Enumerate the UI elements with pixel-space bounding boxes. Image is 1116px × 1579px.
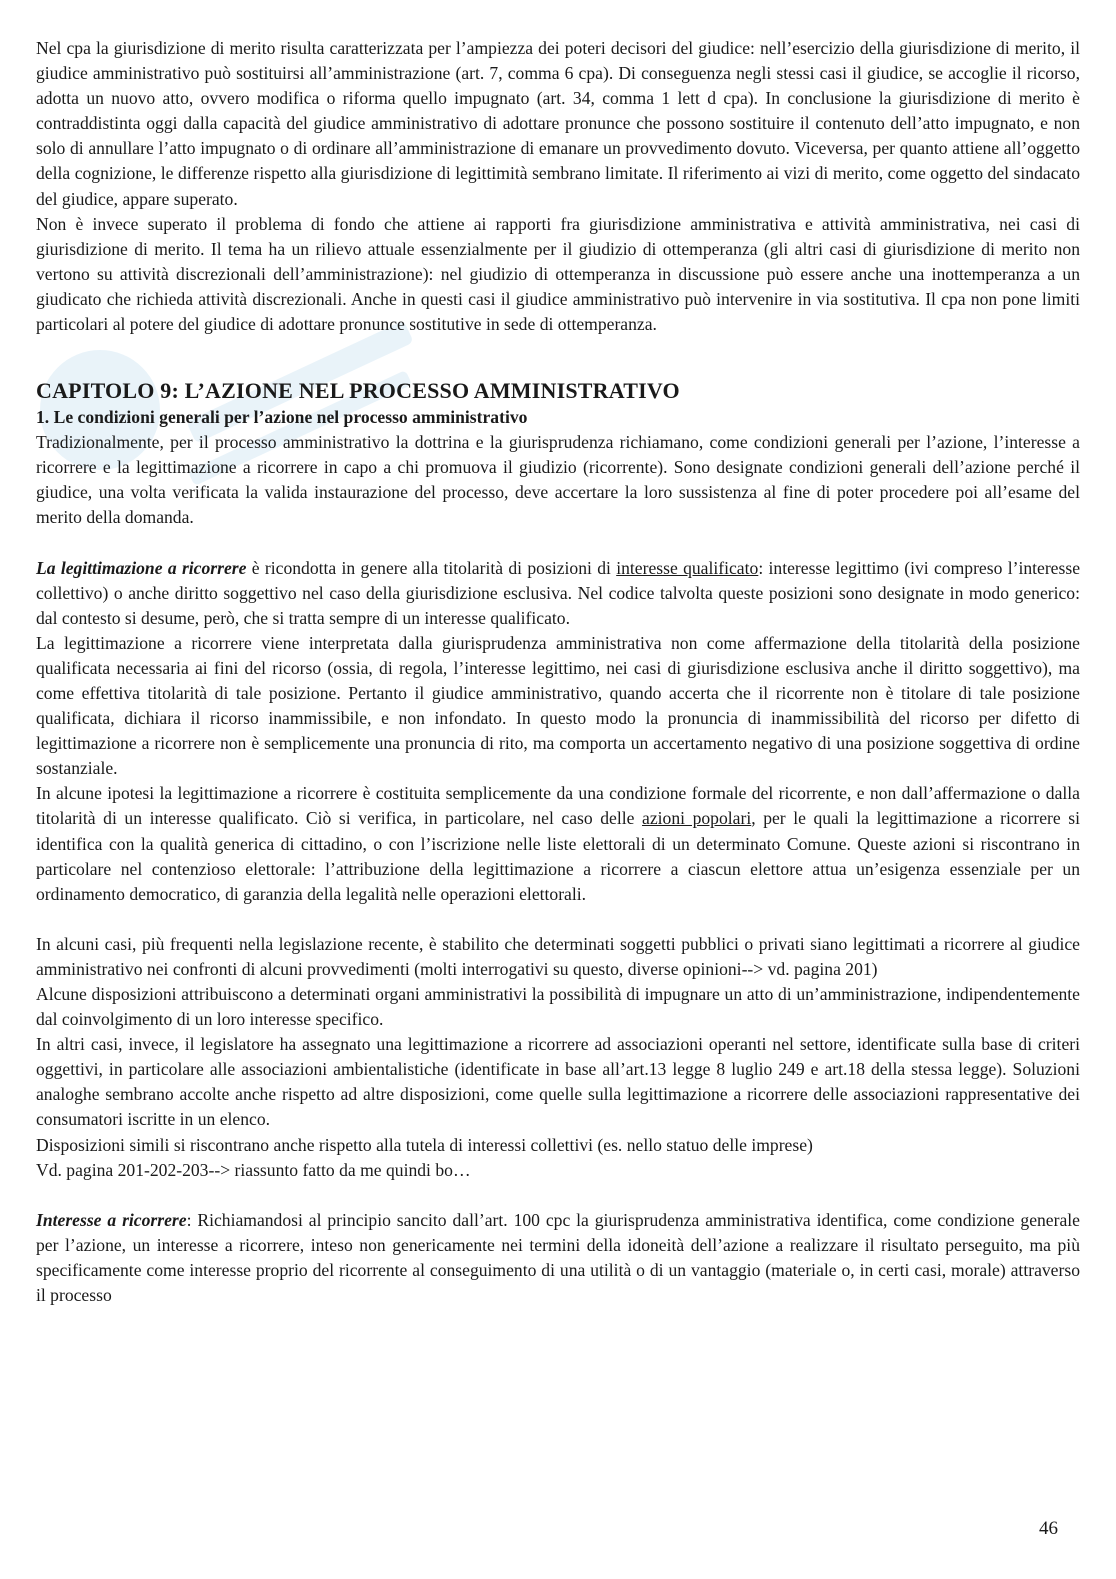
section-title: 1. Le condizioni generali per l’azione nel processo amministrativo xyxy=(36,407,528,428)
spacer xyxy=(36,531,1080,556)
legittimazione-paragraph xyxy=(36,781,1080,906)
chapter-paragraph: Tradizionalmente, per il processo amministrativo la dottrina e la giurisprudenza richiamano, come condizioni generali per l’azione, l’interesse a ricorrere e la legittimazione a ricorrere in capo a chi promuova il giudizio (ricorrente). Sono designate condizioni generali dell’azione perché il giudice, una volta verificata la valida instaurazione del processo, deve accertare la loro sussistenza al fine di poter procedere poi all’esame del merito della domanda. xyxy=(36,432,1080,528)
spacer xyxy=(36,907,1080,932)
intro-paragraph: Non è invece superato il problema di fondo che attiene ai rapporti fra giurisdizione amministrativa e attività amministrativa, nei casi di giurisdizione di merito. Il tema ha un rilievo attuale essenzialmente per il giudizio di ottemperanza (gli altri casi di giurisdizione di merito non vertono su attività discrezionali dell’amministrazione): nel giudizio di ottemperanza in discussione può essere anche una inottemperanza a un giudicato che richieda attività discrezionali. Anche in questi casi il giudice amministrativo può intervenire in via sostitutiva. Il cpa non pone limiti particolari al potere del giudice di adottare pronunce sostitutive in sede di ottemperanza. xyxy=(36,213,1080,335)
text-span: : interesse legittimo (ivi compreso l’interesse collettivo) o anche diritto soggettivo nel caso della giurisdizione esclusiva. Nel codice talvolta queste posizioni sono designate in modo generico: dal contesto si desume, però, che si tratta sempre di un interesse qualificato. xyxy=(36,557,1080,628)
legittimazione-paragraph xyxy=(36,556,1080,631)
text-span: è ricondotta in genere alla titolarità di posizioni di xyxy=(246,557,617,578)
page-number: 46 xyxy=(1039,1518,1058,1539)
intro-paragraph: Nel cpa la giurisdizione di merito risulta caratterizzata per l’ampiezza dei poteri decisori del giudice: nell’esercizio della giurisdizione di merito, il giudice amministrativo può sostituirsi all’amministrazione (art. 7, comma 6 cpa). Di conseguenza negli stessi casi il giudice, se accoglie il ricorso, adotta un nuovo atto, ovvero modifica o riforma quello impugnato (art. 34, comma 1 lett d cpa). In conclusione la giurisdizione di merito è contraddistinta oggi dalla capacità del giudice amministrativo di adottare pronunce che possono sostituire il contenuto dell’atto impugnato, e non solo di annullare l’atto impugnato o di ordinare all’amministrazione di emanare un provvedimento dovuto. Viceversa, per quanto attiene all’oggetto della cognizione, le differenze rispetto alla giurisdizione di legittimità sembrano limitate. Il riferimento ai vizi di merito, come oggetto del sindacato del giudice, appare superato. xyxy=(36,38,1080,209)
altri-casi-paragraph: Vd. pagina 201-202-203--> riassunto fatto da me quindi bo… xyxy=(36,1159,471,1180)
altri-casi-paragraph: In altri casi, invece, il legislatore ha assegnato una legittimazione a ricorrere ad associazioni operanti nel settore, identificate sulla base di criteri oggettivi, in particolare alle associazioni ambientalistiche (identificate in base all’art.13 legge 8 luglio 249 e art.18 della stessa legge). Soluzioni analoghe sembrano accolte anche rispetto ad altre disposizioni, come quelle sulla legittimazione a ricorrere delle associazioni rappresentative dei consumatori iscritte in un elenco. xyxy=(36,1034,1080,1130)
text-span: In alcune ipotesi la legittimazione a ricorrere è costituita semplicemente da una condizione formale del ricorrente, e non dall’affermazione o dalla titolarità di un interesse qualificato. Ciò si verifica, in particolare, nel caso delle xyxy=(36,783,1080,829)
underlined-term: interesse qualificato xyxy=(616,557,759,578)
term-interesse: Interesse a ricorrere xyxy=(36,1209,187,1230)
text-span: : Richiamandosi al principio sancito dall’art. 100 cpc la giurisprudenza amministrativa identifica, come condizione generale per l’azione, un interesse a ricorrere, inteso non genericamente nei termini della idoneità dell’azione a realizzare il risultato perseguito, ma più specificamente come interesse proprio del ricorrente al conseguimento di una utilità o di un vantaggio (materiale o, in certi casi, morale) attraverso il processo xyxy=(36,1209,1080,1306)
interesse-paragraph xyxy=(36,1208,1080,1308)
text-span: , per le quali la legittimazione a ricorrere si identifica con la qualità generica di cittadino, o con l’iscrizione nelle liste elettorali di un determinato Comune. Queste azioni si riscontrano in particolare nel contenzioso elettorale: l’attribuzione della legittimazione a ricorrere a ciascun elettore attua un’esigenza essenziale per un ordinamento democratico, di garanzia della legalità nelle operazioni elettorali. xyxy=(36,808,1080,904)
term-legittimazione: La legittimazione a ricorrere xyxy=(36,557,247,578)
altri-casi-paragraph: Alcune disposizioni attribuiscono a determinati organi amministrativi la possibilità di impugnare un atto di un’amministrazione, indipendentemente dal coinvolgimento di un loro interesse specifico. xyxy=(36,984,1080,1030)
spacer xyxy=(36,337,1080,377)
spacer xyxy=(36,1183,1080,1208)
altri-casi-paragraph: Disposizioni simili si riscontrano anche rispetto alla tutela di interessi collettivi (es. nello statuo delle imprese) xyxy=(36,1134,813,1155)
legittimazione-paragraph: La legittimazione a ricorrere viene interpretata dalla giurisprudenza amministrativa non come affermazione della titolarità della posizione qualificata necessaria ai fini del ricorso (ossia, di regola, l’interesse legittimo, nei casi di giurisdizione esclusiva anche il diritto soggettivo), ma come effettiva titolarità di tale posizione. Pertanto il giudice amministrativo, quando accerta che il ricorrente non è titolare di tale posizione qualificata, dichiara il ricorso inammissibile, e non infondato. In questo modo la pronuncia di inammissibilità del ricorso per difetto di legittimazione a ricorrere non è semplicemente una pronuncia di rito, ma comporta un accertamento negativo di una posizione soggettiva di ordine sostanziale. xyxy=(36,632,1080,779)
underlined-term: azioni popolari xyxy=(642,808,752,829)
altri-casi-paragraph: In alcuni casi, più frequenti nella legislazione recente, è stabilito che determinati soggetti pubblici o privati siano legittimati a ricorrere al giudice amministrativo nei confronti di alcuni provvedimenti (molti interrogativi su questo, diverse opinioni--> vd. pagina 201) xyxy=(36,933,1080,979)
chapter-title: CAPITOLO 9: L’AZIONE NEL PROCESSO AMMINISTRATIVO xyxy=(36,378,680,404)
document-page xyxy=(36,36,1080,1308)
